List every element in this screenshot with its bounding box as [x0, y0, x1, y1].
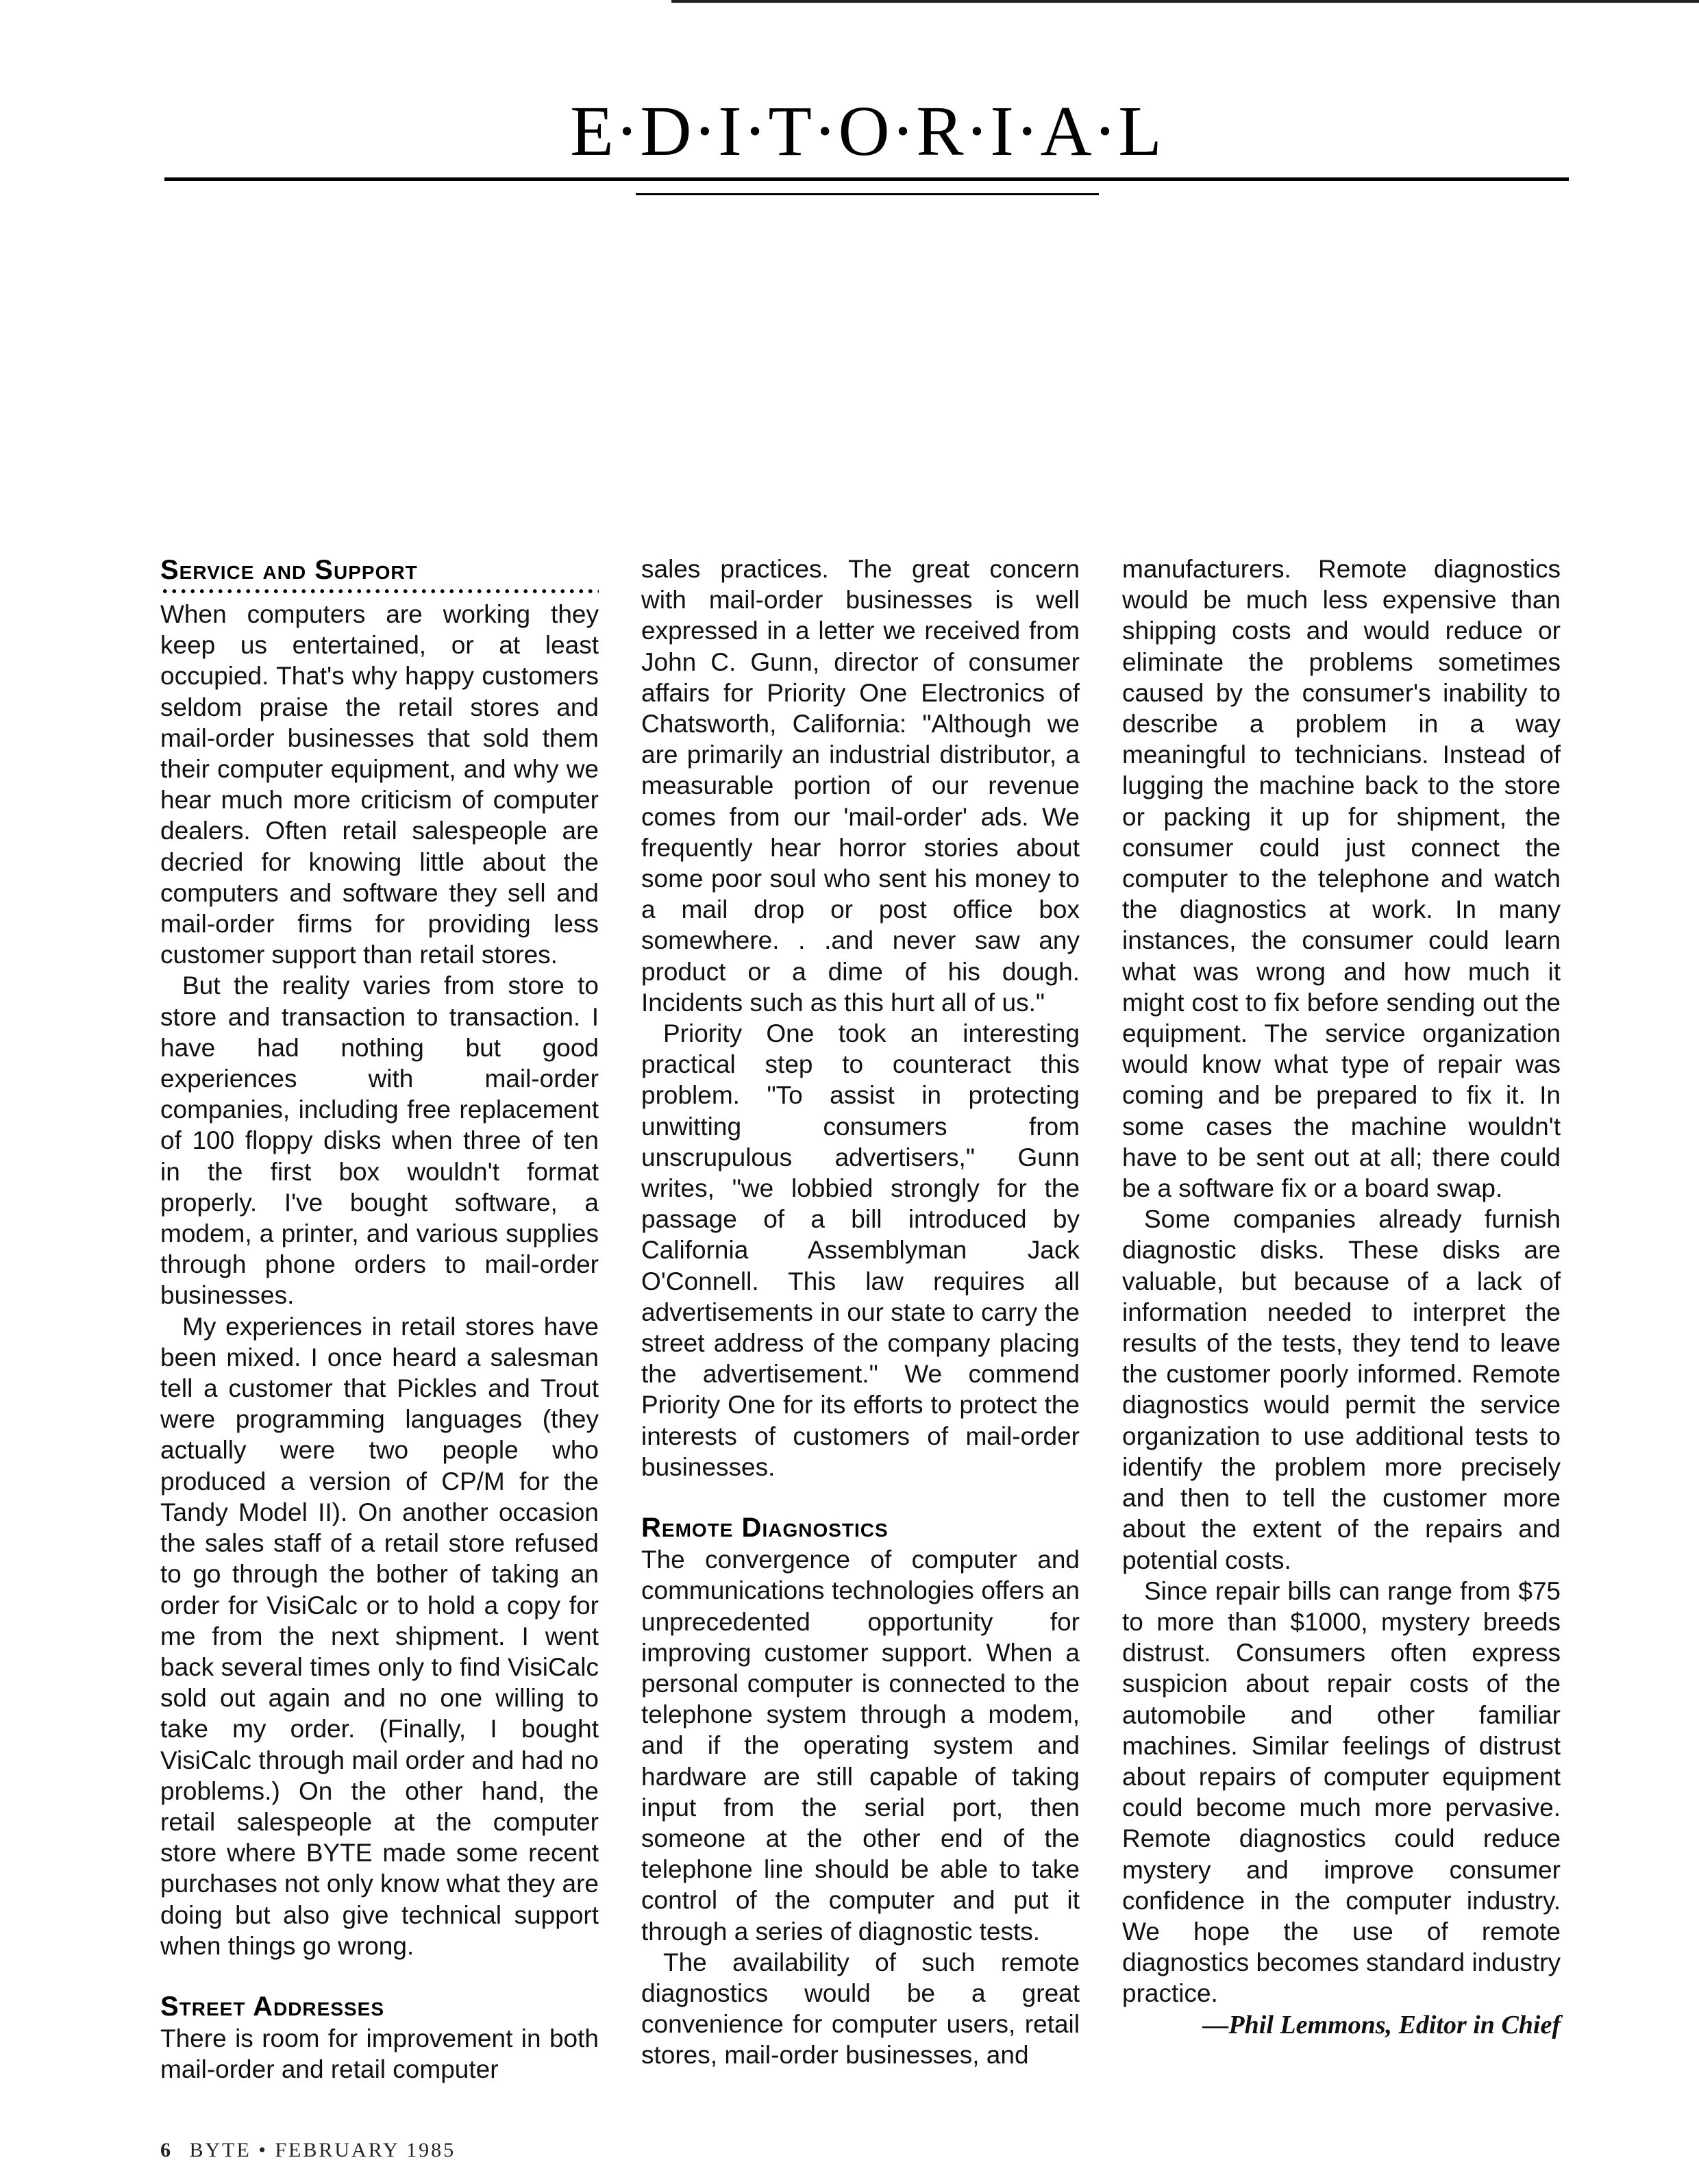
paragraph: The convergence of computer and communications technologies offers an unprecedented opportunity for improving customer support. When a personal computer is connected to the telephone system through a modem, and if the operating system and hardware are still capable of taking input from the serial port, then someone at the other end of the telephone line should be able to take control of the computer and put it through a series of diagnostic tests.	[641, 1546, 1080, 1946]
paragraph-start: The availability of such remote diagnostics would be a great convenience for computer users, retail stores, mail-order businesses, and	[641, 1948, 1080, 2070]
paragraph-start: There is room for improvement in both mail-order and retail computer	[160, 2024, 599, 2084]
paragraph: When computers are working they keep us entertained, or at least occupied. That's why happy customers seldom praise the retail stores and mail-order businesses that sold them their computer equipment, and why we hear much more criticism of computer dealers. Often retail salespeople are decried for knowing little about the computers and software they sell and mail-order firms for providing less customer support than retail stores.	[160, 600, 599, 969]
paragraph: My experiences in retail stores have been mixed. I once heard a salesman tell a customer that Pickles and Trout were programming languages (they actually were two people who produced a version of CP/M for the Tandy Model II). On another occasion the sales staff of a retail store refused to go through the bother of taking an order for VisiCalc or to hold a copy for me from the next shipment. I went back several times only to find VisiCalc sold out again and no one willing to take my order. (Finally, I bought VisiCalc through mail order and had no problems.) On the other hand, the retail salespeople at the computer store where BYTE made some recent purchases not only know what they are doing but also give technical support when things go wrong.	[160, 1312, 599, 1960]
top-edge-line	[671, 0, 1699, 3]
masthead-rule	[164, 177, 1569, 181]
column-1	[160, 554, 599, 2085]
paragraph: Priority One took an interesting practical step to counteract this problem. "To assist in protecting unwitting consumers from unscrupulous advertisers," Gunn writes, "we lobbied strongly for the passage of a bill introduced by California Assemblyman Jack O'Connell. This law requires all advertisements in our state to carry the street address of the company placing the advertisement." We commend Priority One for its efforts to protect the interests of customers of mail-order businesses.	[641, 1019, 1080, 1481]
heading-street-addresses: Street Addresses	[160, 1991, 385, 2022]
column-3	[1122, 554, 1561, 2041]
publication-line: BYTE • FEBRUARY 1985	[189, 2139, 456, 2161]
paragraph: Since repair bills can range from $75 to more than $1000, mystery breeds distrust. Consumers often express suspicion about repair costs of the automobile and other familiar machines. Similar feelings of distrust about repairs of computer equipment could become much more pervasive. Remote diagnostics could reduce mystery and improve consumer confidence in the computer industry. We hope the use of remote diagnostics becomes standard industry practice.	[1122, 1576, 1561, 2008]
page-footer	[160, 2139, 456, 2162]
heading-dotted-rule	[160, 588, 599, 595]
heading-service-and-support: Service and Support	[160, 555, 418, 585]
paragraph-continued: sales practices. The great concern with mail-order businesses is well expressed in a letter we received from John C. Gunn, director of consumer affairs for Priority One Electronics of Chatsworth, California: "Although we are primarily an industrial distributor, a measurable portion of our revenue comes from our 'mail-order' ads. We frequently hear horror stories about some poor soul who sent his money to a mail drop or post office box somewhere. . .and never saw any product or a dime of his dough. Incidents such as this hurt all of us."	[641, 555, 1080, 1017]
paragraph-continued: manufacturers. Remote diagnostics would be much less expensive than shipping costs and would reduce or eliminate the problems sometimes caused by the consumer's inability to describe a problem in a way meaningful to technicians. Instead of lugging the machine back to the store or packing it up for shipment, the consumer could just connect the computer to the telephone and watch the diagnostics at work. In many instances, the consumer could learn what was wrong and how much it might cost to fix before sending out the equipment. The service organization would know what type of repair was coming and be prepared to fix it. In some cases the machine wouldn't have to be sent out at all; there could be a software fix or a board swap.	[1122, 555, 1561, 1203]
paragraph: But the reality varies from store to store and transaction to transaction. I have had nothing but good experiences with mail-order companies, including free replacement of 100 floppy disks when three of ten in the first box wouldn't format properly. I've bought software, a modem, a printer, and various supplies through phone orders to mail-order businesses.	[160, 971, 599, 1310]
page-title: E·D·I·T·O·R·I·A·L	[570, 92, 1163, 171]
masthead-subrule	[636, 193, 1099, 195]
heading-remote-diagnostics: Remote Diagnostics	[641, 1513, 889, 1543]
byline: —Phil Lemmons, Editor in Chief	[1202, 2010, 1561, 2039]
page-number: 6	[160, 2139, 173, 2161]
column-2	[641, 554, 1080, 2071]
paragraph: Some companies already furnish diagnostic disks. These disks are valuable, but because of a lack of information needed to interpret the results of the tests, they tend to leave the customer poorly informed. Remote diagnostics would permit the service organization to use additional tests to identify the problem more precisely and then to tell the customer more about the extent of the repairs and potential costs.	[1122, 1205, 1561, 1574]
